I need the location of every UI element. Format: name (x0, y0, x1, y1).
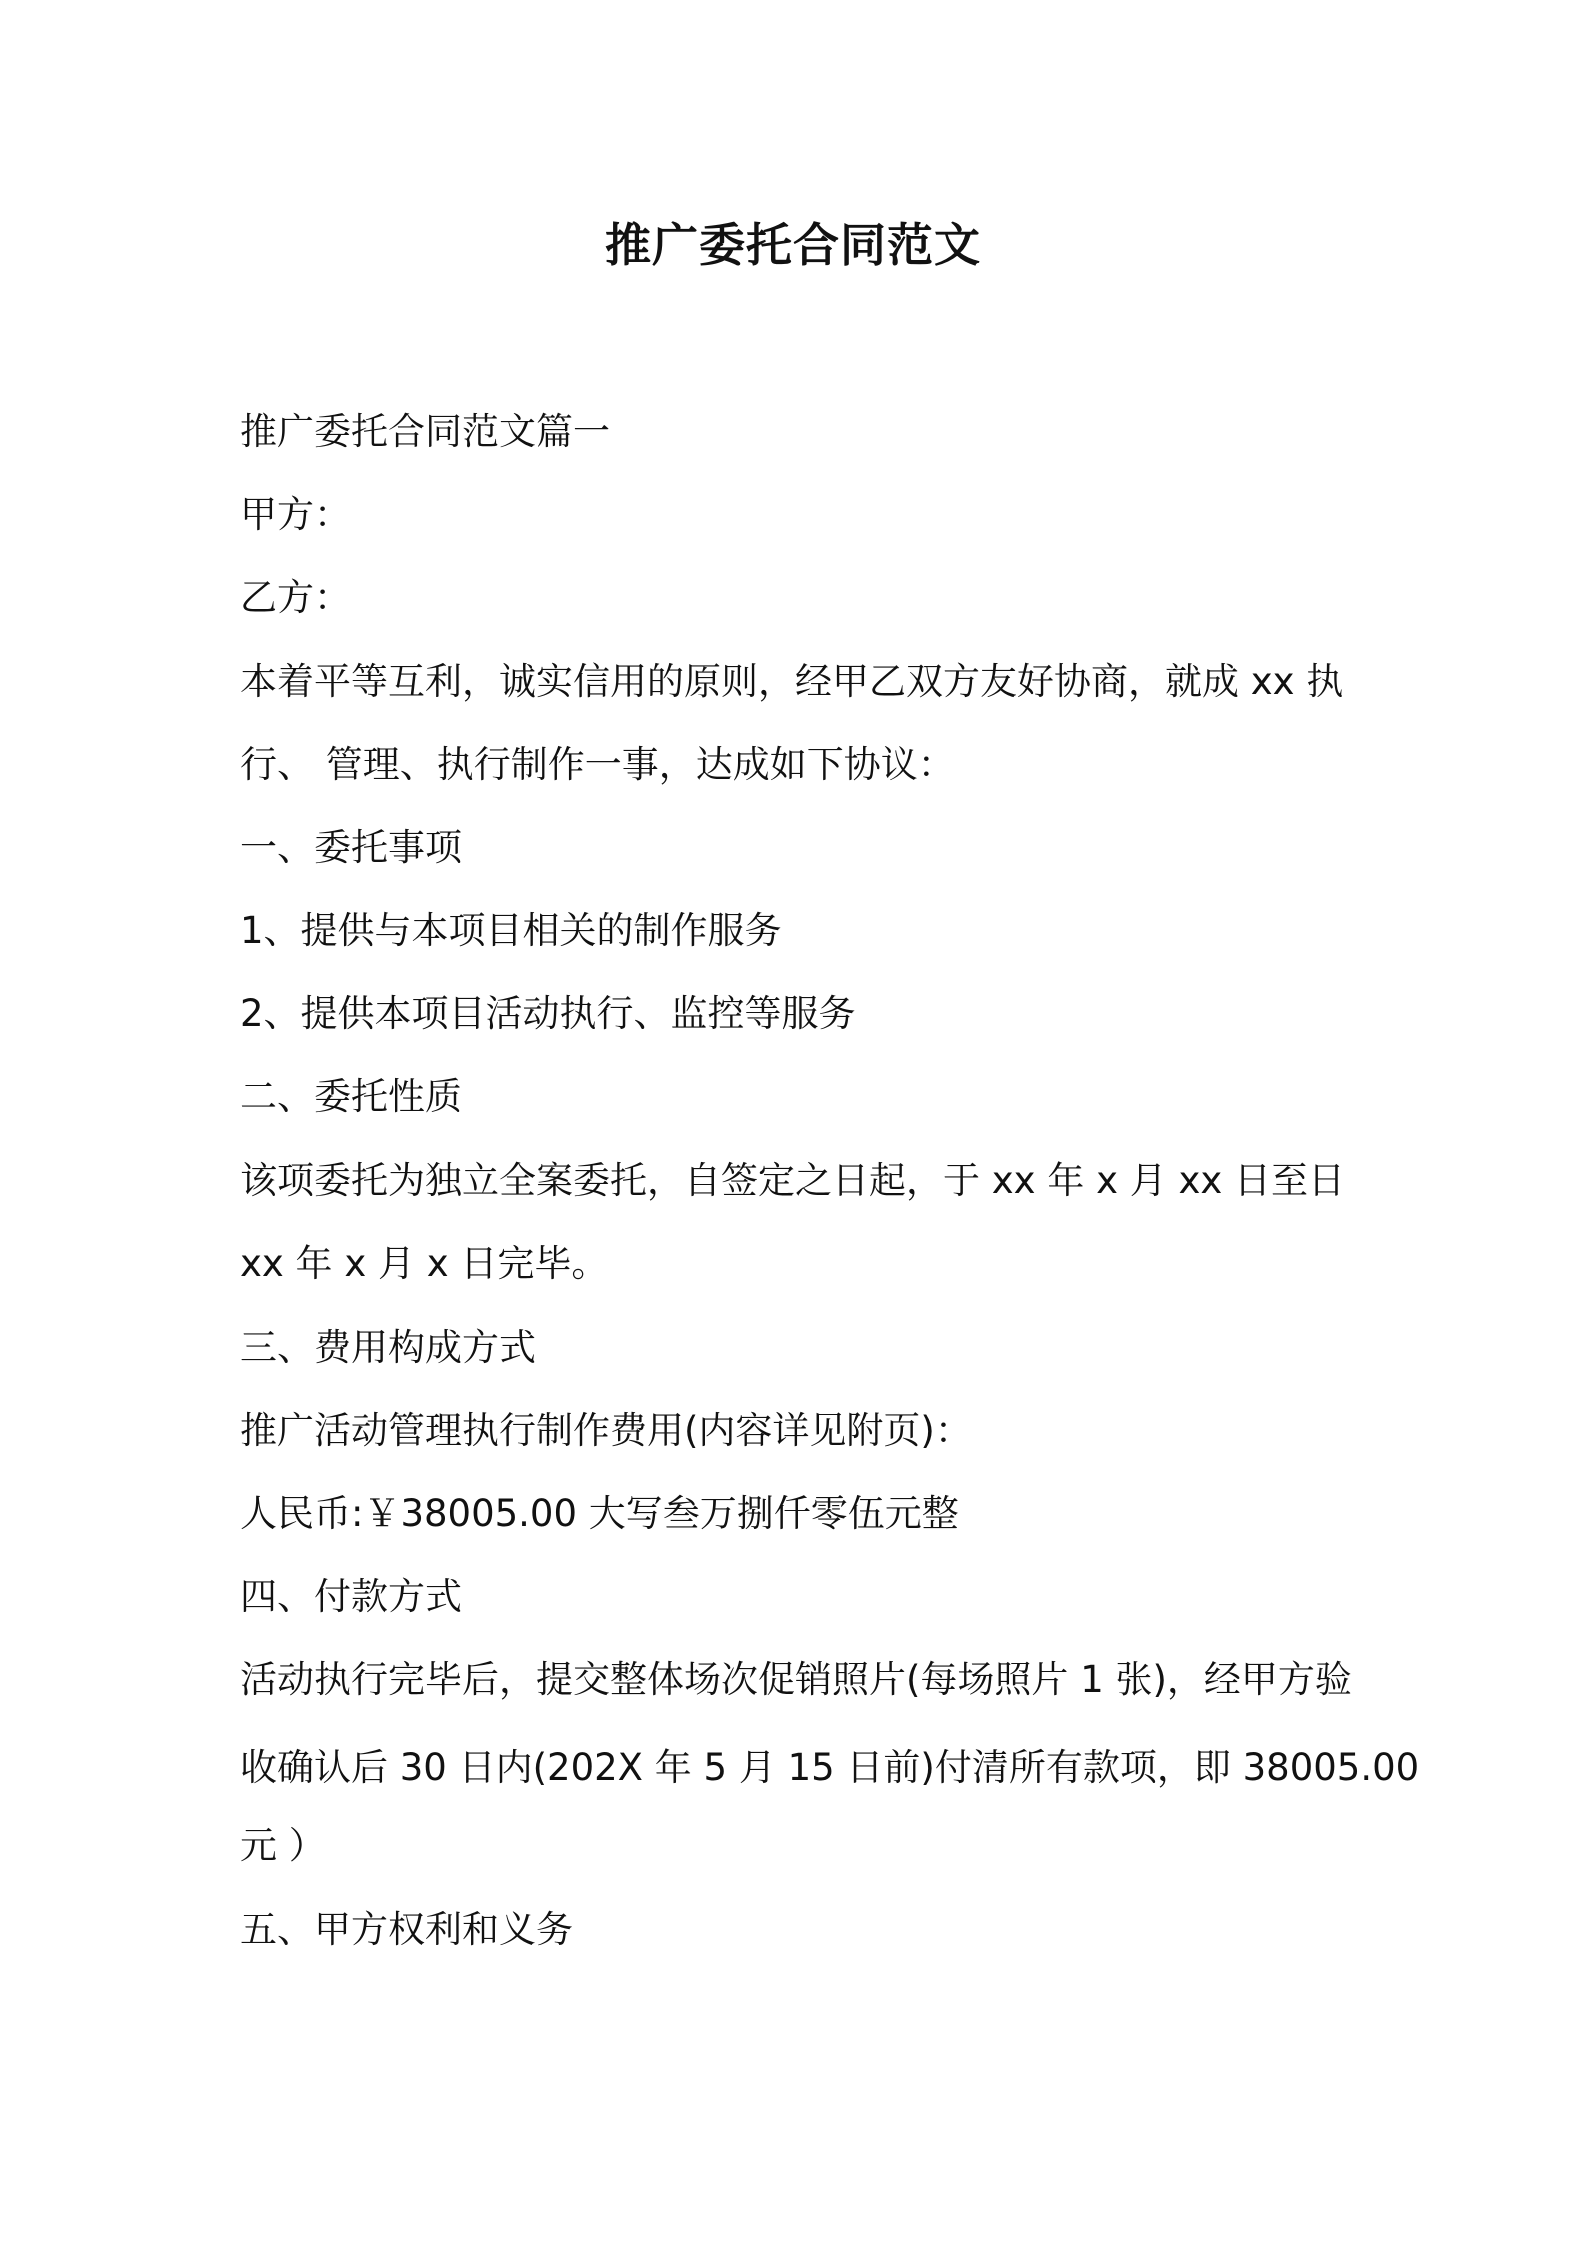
payment-line-3: 元 ） (240, 1824, 326, 1867)
list-item-1: 1、提供与本项目相关的制作服务 (240, 909, 782, 952)
party-a-line: 甲方： (240, 493, 351, 536)
payment-line-2: 收确认后 30 日内(202X 年 5 月 15 日前)付清所有款项，即 38005.00 (240, 1746, 1420, 1789)
section-heading-3: 三、费用构成方式 (240, 1326, 536, 1369)
preamble-line-2: 行、 管理、执行制作一事，达成如下协议： (240, 743, 955, 786)
payment-line-1: 活动执行完毕后，提交整体场次促销照片(每场照片 1 张)，经甲方验 (240, 1658, 1352, 1701)
section-heading-4: 四、付款方式 (240, 1575, 462, 1618)
list-item-2: 2、提供本项目活动执行、监控等服务 (240, 992, 856, 1035)
section-heading-5: 五、甲方权利和义务 (240, 1908, 573, 1951)
section-heading-part-one: 推广委托合同范文篇一 (240, 410, 610, 453)
nature-line-1: 该项委托为独立全案委托，自签定之日起，于 xx 年 x 月 xx 日至日 (240, 1159, 1346, 1202)
party-b-line: 乙方： (240, 576, 351, 619)
section-heading-2: 二、委托性质 (240, 1075, 462, 1118)
fee-amount-line: 人民币:￥38005.00 大写叁万捌仟零伍元整 (240, 1492, 959, 1535)
preamble-line-1: 本着平等互利，诚实信用的原则，经甲乙双方友好协商，就成 xx 执 (240, 660, 1344, 703)
document-title: 推广委托合同范文 (605, 218, 981, 272)
fee-description-line: 推广活动管理执行制作费用(内容详见附页)： (240, 1409, 972, 1452)
section-heading-1: 一、委托事项 (240, 826, 462, 869)
nature-line-2: xx 年 x 月 x 日完毕。 (240, 1242, 609, 1285)
